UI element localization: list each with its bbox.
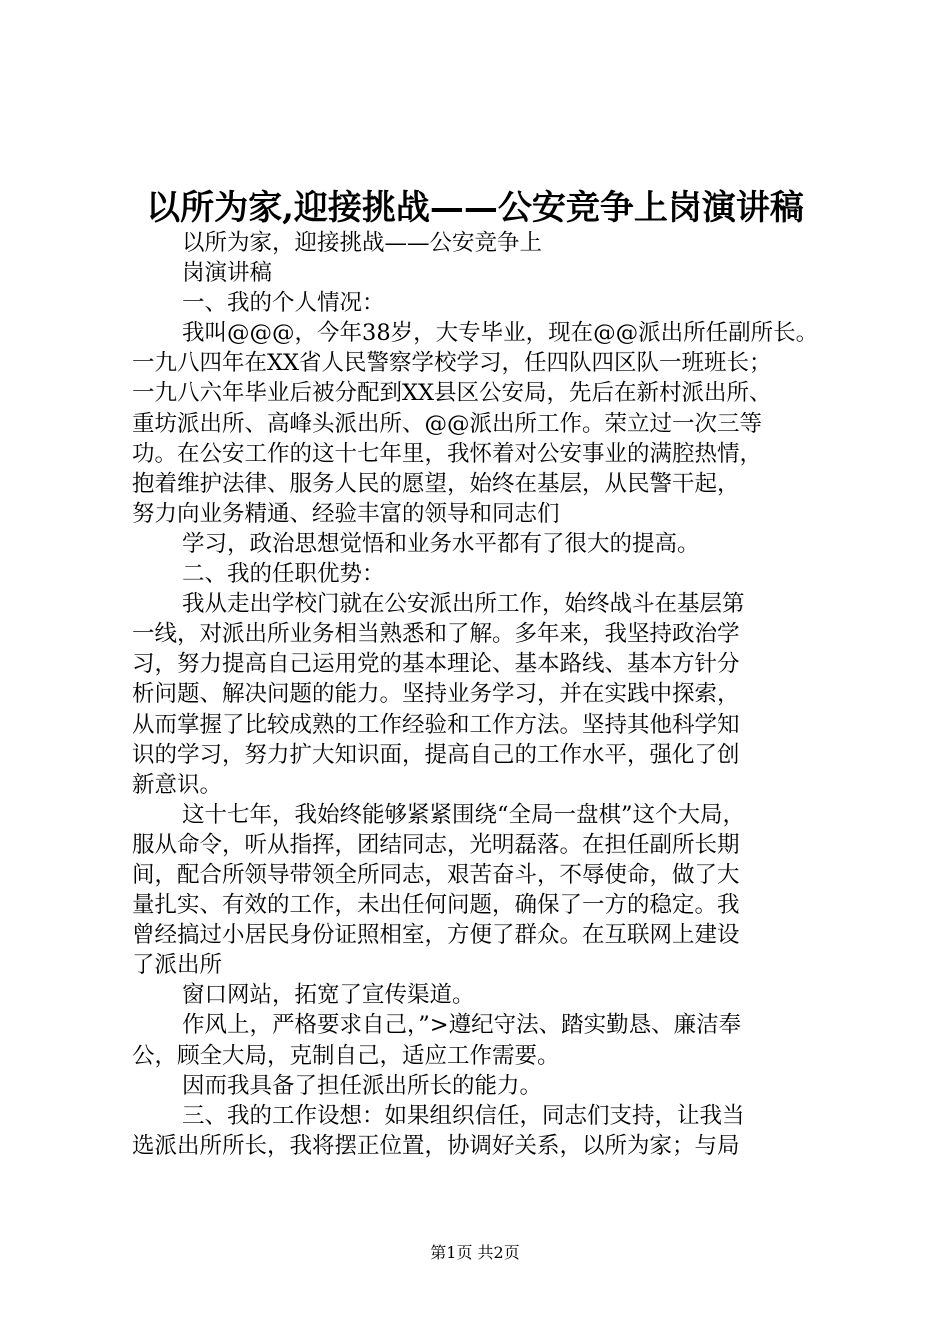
body-line: 抱着维护法律、服务人民的愿望，始终在基层，从民警干起， [132, 470, 740, 497]
body-line: 了派出所 [132, 952, 223, 979]
body-line: 一线，对派出所业务相当熟悉和了解。多年来，我坚持政治学 [132, 621, 740, 648]
body-line: 重坊派出所、高峰头派出所、@@派出所工作。荣立过一次三等 [132, 410, 763, 437]
body-line: 选派出所所长，我将摆正位置，协调好关系，以所为家；与局 [132, 1132, 740, 1159]
document-body [132, 228, 832, 1161]
body-line: 我叫@@@，今年38岁，大专毕业，现在@@派出所任副所长。 [182, 320, 819, 347]
body-line: 公，顾全大局，克制自己，适应工作需要。 [132, 1042, 560, 1069]
body-line: 功。在公安工作的这十七年里，我怀着对公安事业的满腔热情， [132, 440, 763, 467]
body-line: 析问题、解决问题的能力。坚持业务学习，并在实践中探索， [132, 681, 740, 708]
body-line: 量扎实、有效的工作，未出任何问题，确保了一方的稳定。我 [132, 892, 740, 919]
body-line: 识的学习，努力扩大知识面，提高自己的工作水平，强化了创 [132, 741, 740, 768]
body-line: 从而掌握了比较成熟的工作经验和工作方法。坚持其他科学知 [132, 711, 740, 738]
body-line: 一、我的个人情况： [182, 290, 385, 317]
body-line: 新意识。 [132, 771, 223, 798]
body-line: 三、我的工作设想：如果组织信任，同志们支持，让我当 [182, 1102, 745, 1129]
body-line: 岗演讲稿 [182, 260, 273, 287]
body-line: 习，努力提高自己运用党的基本理论、基本路线、基本方针分 [132, 651, 740, 678]
document-title: 以所为家,迎接挑战——公安竞争上岗演讲稿 [146, 188, 804, 228]
body-line: 一九八四年在XX省人民警察学校学习，任四队四区队一班班长； [132, 350, 772, 377]
page-footer: 第1页 共2页 [430, 1243, 520, 1262]
body-line: 二、我的任职优势： [182, 561, 385, 588]
body-line: 因而我具备了担任派出所长的能力。 [182, 1072, 543, 1099]
body-line: 一九八六年毕业后被分配到XX县区公安局，先后在新村派出所、 [132, 380, 772, 407]
body-line: 窗口网站，拓宽了宣传渠道。 [182, 982, 475, 1009]
body-line: 我从走出学校门就在公安派出所工作，始终战斗在基层第 [182, 591, 745, 618]
body-line: 这十七年，我始终能够紧紧围绕“全局一盘棋”这个大局， [182, 801, 746, 828]
body-line: 以所为家，迎接挑战——公安竞争上 [182, 230, 543, 256]
body-line: 努力向业务精通、经验丰富的领导和同志们 [132, 500, 560, 527]
body-line: 学习，政治思想觉悟和业务水平都有了很大的提高。 [182, 530, 700, 557]
body-line: 作风上，严格要求自己，”>遵纪守法、踏实勤恳、廉洁奉 [182, 1012, 742, 1039]
body-line: 服从命令，听从指挥，团结同志，光明磊落。在担任副所长期 [132, 831, 740, 858]
body-line: 间，配合所领导带领全所同志，艰苦奋斗，不辱使命，做了大 [132, 861, 740, 888]
body-line: 曾经搞过小居民身份证照相室，方便了群众。在互联网上建设 [132, 922, 740, 949]
